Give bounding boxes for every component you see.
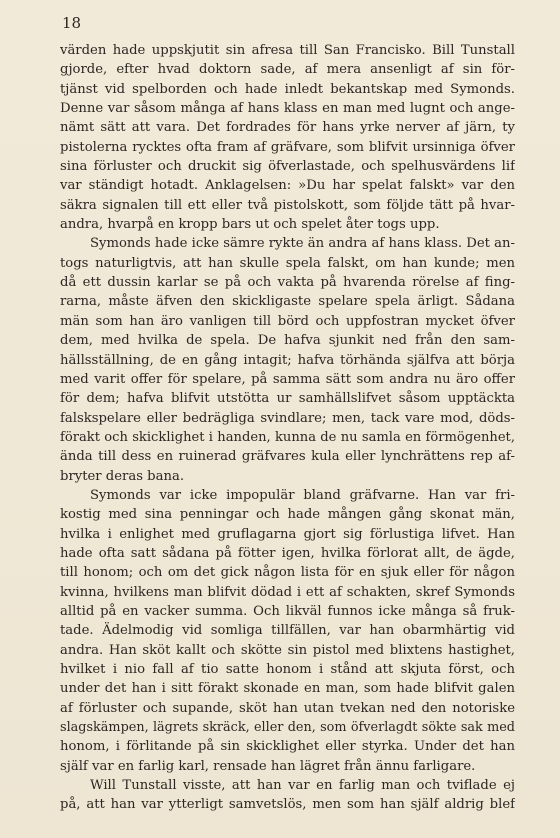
text-line: af förluster och supande, sköt han utan tvekan ned den notoriske bbox=[60, 700, 515, 716]
text-line: värden hade uppskjutit sin afresa till San Francisko. Bill Tunstall bbox=[60, 43, 515, 58]
text-line: slagskämpen, lägrets skräck, eller den, som öfverlagdt sökte sak med bbox=[60, 720, 515, 736]
text-line: nämt sätt att vara. Det fordrades för hans yrke nerver af järn, ty bbox=[60, 120, 515, 136]
text-line: alltid på en vacker summa. Och likväl funnos icke många så fruk- bbox=[60, 603, 515, 619]
text-line: kostig med sina penningar och hade mången gång skonat män, bbox=[60, 507, 515, 523]
text-line: med varit offer för spelare, på samma sätt som andra nu äro offer bbox=[60, 371, 515, 387]
text-line: på, att han var ytterligt samvetslös, men som han själf aldrig blef bbox=[60, 797, 515, 813]
text-line: bryter deras bana. bbox=[60, 468, 185, 484]
text-line: andra, hvarpå en kropp bars ut och spelet åter togs upp. bbox=[60, 217, 440, 233]
text-line: för dem; hafva blifvit utstötta ur samhällslifvet såsom upptäckta bbox=[60, 391, 515, 407]
text-line: säkra signalen till ett eller två pistolskott, som följde tätt på hvar- bbox=[60, 197, 515, 213]
text-line: förakt och skicklighet i handen, kunna de nu samla en förmögenhet, bbox=[60, 429, 515, 445]
text-line: män som han äro vanligen till börd och uppfostran mycket öfver bbox=[60, 313, 515, 329]
text-line: Symonds hade icke sämre rykte än andra af hans klass. Det an- bbox=[90, 236, 515, 252]
text-line: rarna, måste äfven den skickligaste spelare spela ärligt. Sådana bbox=[60, 294, 515, 310]
text-line: togs naturligtvis, att han skulle spela falskt, om han kunde; men bbox=[60, 255, 515, 271]
text-line: kvinna, hvilkens man blifvit dödad i ett af schakten, skref Symonds bbox=[60, 584, 515, 600]
text-line: hällsställning, de en gång intagit; hafva törhända själfva att börja bbox=[60, 352, 515, 368]
body-text bbox=[60, 41, 515, 815]
text-line: tjänst vid spelborden och hade inledt bekantskap med Symonds. bbox=[60, 81, 515, 97]
text-line: själf var en farlig karl, rensade han lägret från ännu farligare. bbox=[60, 758, 476, 774]
text-line: Will Tunstall visste, att han var en farlig man och tviflade ej bbox=[90, 778, 515, 794]
text-line: ända till dess en ruinerad gräfvares kula eller lynchrättens rep af- bbox=[60, 449, 515, 465]
text-line: sina förluster och druckit sig öfverlastade, och spelhusvärdens lif bbox=[60, 159, 515, 175]
text-line: var ständigt hotadt. Anklagelsen: »Du har spelat falskt» var den bbox=[60, 178, 515, 194]
text-line: Denne var såsom många af hans klass en man med lugnt och ange- bbox=[60, 101, 515, 117]
text-line: andra. Han sköt kallt och skötte sin pistol med blixtens hastighet, bbox=[60, 642, 515, 658]
text-line: till honom; och om det gick någon lista för en sjuk eller för någon bbox=[60, 565, 515, 581]
text-line: dem, med hvilka de spela. De hafva sjunkit ned från den sam- bbox=[60, 333, 515, 349]
page-number: 18 bbox=[62, 14, 82, 32]
text-line: hade ofta satt sådana på fötter igen, hvilka förlorat allt, de ägde, bbox=[60, 545, 515, 561]
text-line: gjorde, efter hvad doktorn sade, af mera ansenligt af sin för- bbox=[60, 62, 515, 78]
text-line: pistolerna rycktes ofta fram af gräfvare, som blifvit ursinniga öfver bbox=[60, 139, 515, 155]
text-line: då ett dussin karlar se på och vakta på hvarenda rörelse af fing- bbox=[60, 275, 515, 291]
text-line: Symonds var icke impopulär bland gräfvarne. Han var fri- bbox=[90, 487, 515, 503]
text-line: falskspelare eller bedrägliga svindlare; men, tack vare mod, döds- bbox=[60, 410, 515, 426]
text-line: honom, i förlitande på sin skicklighet eller styrka. Under det han bbox=[60, 739, 515, 755]
text-line: hvilka i enlighet med gruflagarna gjort sig förlustiga lifvet. Han bbox=[60, 526, 515, 542]
text-line: hvilket i nio fall af tio satte honom i stånd att skjuta först, och bbox=[60, 662, 515, 677]
text-line: under det han i sitt förakt skonade en man, som hade blifvit galen bbox=[60, 681, 515, 697]
text-line: tade. Ädelmodig vid somliga tillfällen, var han obarmhärtig vid bbox=[60, 623, 515, 639]
